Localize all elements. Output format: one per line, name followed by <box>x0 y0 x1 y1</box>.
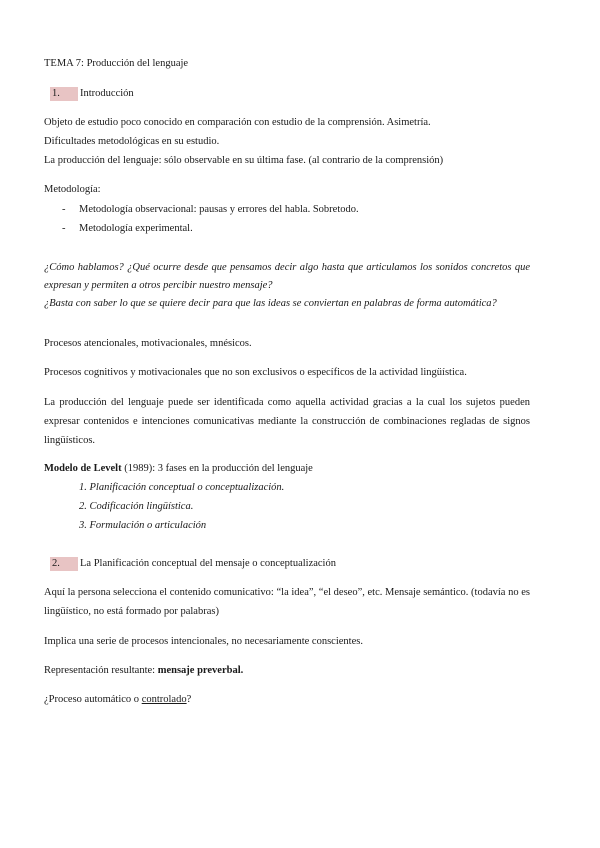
section-number: 1. <box>50 87 78 101</box>
intro-line-1: Objeto de estudio poco conocido en comparación con estudio de la comprensión. Asimetría. <box>44 117 431 128</box>
levelt-name: Modelo de Levelt <box>44 463 122 474</box>
phase-item: 3. Formulación o articulación <box>79 520 207 531</box>
definition-line-3: lingüísticos. <box>44 435 96 446</box>
methodology-label: Metodología: <box>44 184 101 195</box>
conceptual-line-1: Aquí la persona selecciona el contenido comunicativo: “la idea”, “el deseo”, etc. Mensaje semántico. (todavía no es <box>44 587 530 598</box>
list-item: Metodología experimental. <box>79 223 193 234</box>
levelt-description: (1989): 3 fases en la producción del lenguaje <box>121 463 313 474</box>
intro-line-2: Dificultades metodológicas en su estudio. <box>44 136 220 147</box>
section-heading-2 <box>50 557 336 571</box>
implica-line: Implica una serie de procesos intencionales, no necesariamente conscientes. <box>44 636 363 647</box>
representation-label: Representación resultante: <box>44 665 158 676</box>
representation-line <box>44 664 243 678</box>
question-2: ¿Basta con saber lo que se quiere decir para que las ideas se conviertan en palabras de forma automática? <box>44 298 497 309</box>
final-question-suffix: ? <box>186 694 192 705</box>
conceptual-line-2: lingüístico, no está formado por palabras) <box>44 606 219 617</box>
intro-line-3: La producción del lenguaje: sólo observable en su última fase. (al contrario de la comprensión) <box>44 155 444 166</box>
section-title: Introducción <box>80 88 134 99</box>
definition-line-2: expresar contenidos e intenciones comunicativas mediante la construcción de combinaciones regladas de signos <box>44 416 530 427</box>
final-question-prefix: ¿Proceso automático o <box>44 694 142 705</box>
final-question-underlined: controlado <box>141 694 187 705</box>
document-title: TEMA 7: Producción del lenguaje <box>44 58 189 69</box>
definition-line-1: La producción del lenguaje puede ser identificada como aquella actividad gracias a la cual los sujetos pueden <box>44 397 530 408</box>
question-1-line-2: expresan y permiten a otros percibir nuestro mensaje? <box>44 280 273 291</box>
list-item: Metodología observacional: pausas y errores del habla. Sobretodo. <box>79 204 359 215</box>
bullet-dash: - <box>62 223 66 234</box>
phase-item: 2. Codificación lingüística. <box>79 501 194 512</box>
bullet-dash: - <box>62 204 66 215</box>
section-heading-1 <box>50 87 134 101</box>
section-number: 2. <box>50 557 78 571</box>
section-title: La Planificación conceptual del mensaje o conceptualización <box>80 558 336 569</box>
representation-value: mensaje preverbal. <box>157 665 244 676</box>
processes-line-1: Procesos atencionales, motivacionales, mnésicos. <box>44 338 252 349</box>
final-question <box>44 693 191 707</box>
question-1-line-1: ¿Cómo hablamos? ¿Qué ocurre desde que pensamos decir algo hasta que articulamos los sonidos concretos que <box>44 262 530 273</box>
processes-line-2: Procesos cognitivos y motivacionales que no son exclusivos o específicos de la actividad lingüística. <box>44 367 467 378</box>
levelt-heading <box>44 462 313 476</box>
phase-item: 1. Planificación conceptual o conceptualización. <box>79 482 285 493</box>
